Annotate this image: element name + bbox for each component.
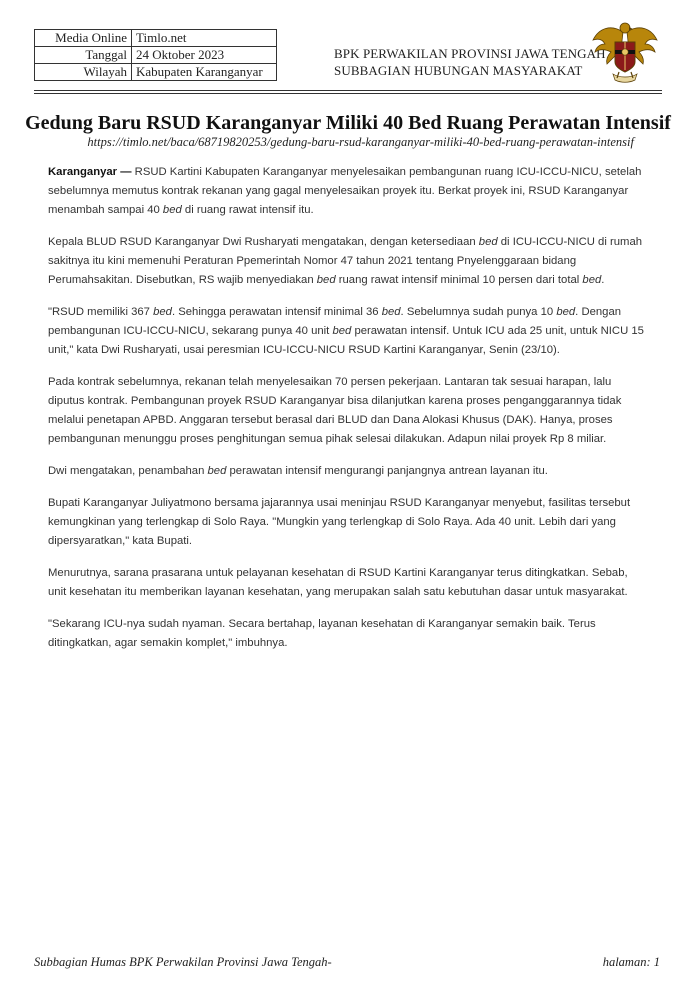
footer-page-number: halaman: 1 [602,955,660,969]
paragraph-text: . [601,274,605,286]
italic-term: bed [478,236,498,248]
paragraph-text: "Sekarang ICU-nya sudah nyaman. Secara bertahap, layanan kesehatan di Karanganyar semakin baik. Terus ditingkatkan, agar semakin komplet," imbuhnya. [48,618,596,649]
article-title: Gedung Baru RSUD Karanganyar Miliki 40 Bed Ruang Perawatan Intensif [25,112,671,134]
italic-term: bed [153,306,172,318]
footer-department: Subbagian Humas BPK Perwakilan Provinsi Jawa Tengah- [34,955,332,969]
article-paragraph [48,303,648,360]
header-rule-bottom [34,93,662,94]
article-paragraph [48,564,648,602]
media-info-value: 24 Oktober 2023 [132,47,277,64]
paragraph-text: Pada kontrak sebelumnya, rekanan telah menyelesaikan 70 persen pekerjaan. Lantaran tak sesuai harapan, lalu diputus kontrak. Pembangunan proyek RSUD Karanganyar bisa dilanjutkan karena proses penganggarannya tidak melalui penetapan APBD. Anggaran tersebut berasal dari BLUD dan Dana Alokasi Khusus (DAK). Hanya, proses pembangunan menunggu proses penghitungan semua pihak selesai dilakukan. Adapun nilai proyek Rp 8 miliar. [48,376,622,445]
source-url: https://timlo.net/baca/68719820253/gedung-baru-rsud-karanganyar-miliki-40-bed-ruang-perawatan-intensif [87,135,634,149]
media-info-label: Wilayah [35,64,132,81]
paragraph-text: Dwi mengatakan, penambahan [48,465,208,477]
media-info-body [35,30,277,81]
organization-name: BPK PERWAKILAN PROVINSI JAWA TENGAH [334,46,606,61]
paragraph-text: . Sebelumnya sudah punya 10 [400,306,557,318]
paragraph-text: Menurutnya, sarana prasarana untuk pelayanan kesehatan di RSUD Kartini Karanganyar terus ditingkatkan. Sebab, unit kesehatan itu memberikan layanan kesehatan, yang merupakan salah satu kebutuhan dasar untuk masyarakat. [48,567,628,598]
italic-term: bed [207,465,227,477]
italic-term: bed [381,306,401,318]
paragraph-text: perawatan intensif mengurangi panjangnya antrean layanan itu. [226,465,548,477]
article-body [48,163,648,666]
dateline: Karanganyar — [48,166,132,178]
article-paragraph [48,615,648,653]
media-info-row [35,47,277,64]
garuda-emblem-icon [591,18,659,86]
article-paragraph [48,163,648,220]
paragraph-text: . Dengan pembangunan ICU-ICCU-NICU, sekarang punya 40 unit [48,306,622,337]
paragraph-text: ruang rawat intensif minimal 10 persen dari total [335,274,583,286]
media-info-value: Timlo.net [132,30,277,47]
article-paragraph [48,494,648,551]
paragraph-text: RSUD Kartini Kabupaten Karanganyar menyelesaikan pembangunan ruang ICU-ICCU-NICU, setelah sebelumnya memutus kontrak rekanan yang gagal menyelesaikan proyek itu. Berkat proyek ini, RSUD Karanganyar menambah sampai 40 [48,166,642,216]
media-info-value: Kabupaten Karanganyar [132,64,277,81]
article-paragraph [48,373,648,449]
article-paragraph [48,233,648,290]
italic-term: bed [316,274,336,286]
organization-header [334,45,606,79]
media-info-table [34,29,277,81]
paragraph-text: "RSUD memiliki 367 [48,306,154,318]
media-info-row [35,64,277,81]
header-rule-top [34,90,662,91]
article-paragraph [48,462,648,481]
italic-term: bed [162,204,182,216]
paragraph-text: Kepala BLUD RSUD Karanganyar Dwi Rusharyati mengatakan, dengan ketersediaan [48,236,479,248]
organization-division: SUBBAGIAN HUBUNGAN MASYARAKAT [334,63,583,78]
paragraph-text: . Sehingga perawatan intensif minimal 36 [171,306,382,318]
paragraph-text: Bupati Karanganyar Juliyatmono bersama jajarannya usai meninjau RSUD Karanganyar menyebut, fasilitas tersebut kemungkinan yang terlengkap di Solo Raya. "Mungkin yang terlengkap di Solo Raya. Ada 40 unit. Lebih dari yang dipersyaratkan," kata Bupati. [48,497,631,547]
media-info-label: Media Online [35,30,132,47]
italic-term: bed [332,325,352,337]
media-info-row [35,30,277,47]
media-info-label: Tanggal [35,47,132,64]
paragraph-text: perawatan intensif. Untuk ICU ada 25 unit, untuk NICU 15 unit," kata Dwi Rusharyati, usai peresmian ICU-ICCU-NICU RSUD Kartini Karanganyar, Senin (23/10). [48,325,644,356]
paragraph-text: di ruang rawat intensif itu. [181,204,314,216]
italic-term: bed [556,306,576,318]
italic-term: bed [582,274,602,286]
paragraph-text: di ICU-ICCU-NICU di rumah sakitnya itu kini memenuhi Peraturan Ppemerintah Nomor 47 tahun 2021 tentang Pnyelenggaraan bidang Perumahsakitan. Disebutkan, RS wajib menyediakan [48,236,643,286]
